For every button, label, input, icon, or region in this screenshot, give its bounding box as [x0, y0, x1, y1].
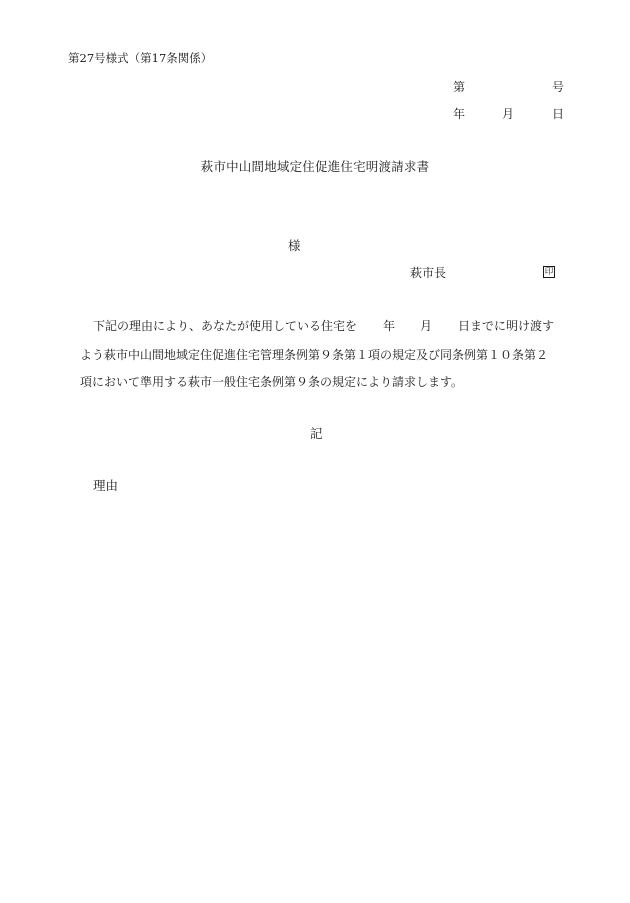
date-year-label: 年	[453, 107, 466, 121]
body-line-2: よう萩市中山間地域定住促進住宅管理条例第９条第１項の規定及び同条例第１０条第２	[80, 348, 549, 362]
seal-mark: 印	[544, 267, 554, 277]
body-line-1-month: 月	[420, 319, 433, 333]
body-line-1	[93, 320, 554, 332]
body-line-1-year: 年	[383, 319, 396, 333]
document-title: 萩市中山間地域定住促進住宅明渡請求書	[200, 159, 430, 174]
body-line-3: 項において準用する萩市一般住宅条例第９条の規定により請求します。	[80, 375, 464, 389]
body-line-1-text: 下記の理由により、あなたが使用している住宅を	[93, 319, 358, 333]
ki-heading: 記	[310, 426, 323, 441]
reason-label: 理由	[93, 478, 119, 493]
date-month-label: 月	[502, 107, 515, 121]
date-day-label: 日	[552, 107, 565, 121]
sender-name: 萩市長	[410, 266, 447, 280]
issue-number-prefix: 第	[453, 80, 466, 94]
form-number: 第27号様式（第17条関係）	[68, 51, 213, 65]
issue-number-suffix: 号	[552, 80, 565, 94]
body-line-1-end: 日までに明け渡す	[458, 319, 555, 333]
addressee-suffix: 様	[288, 238, 301, 253]
